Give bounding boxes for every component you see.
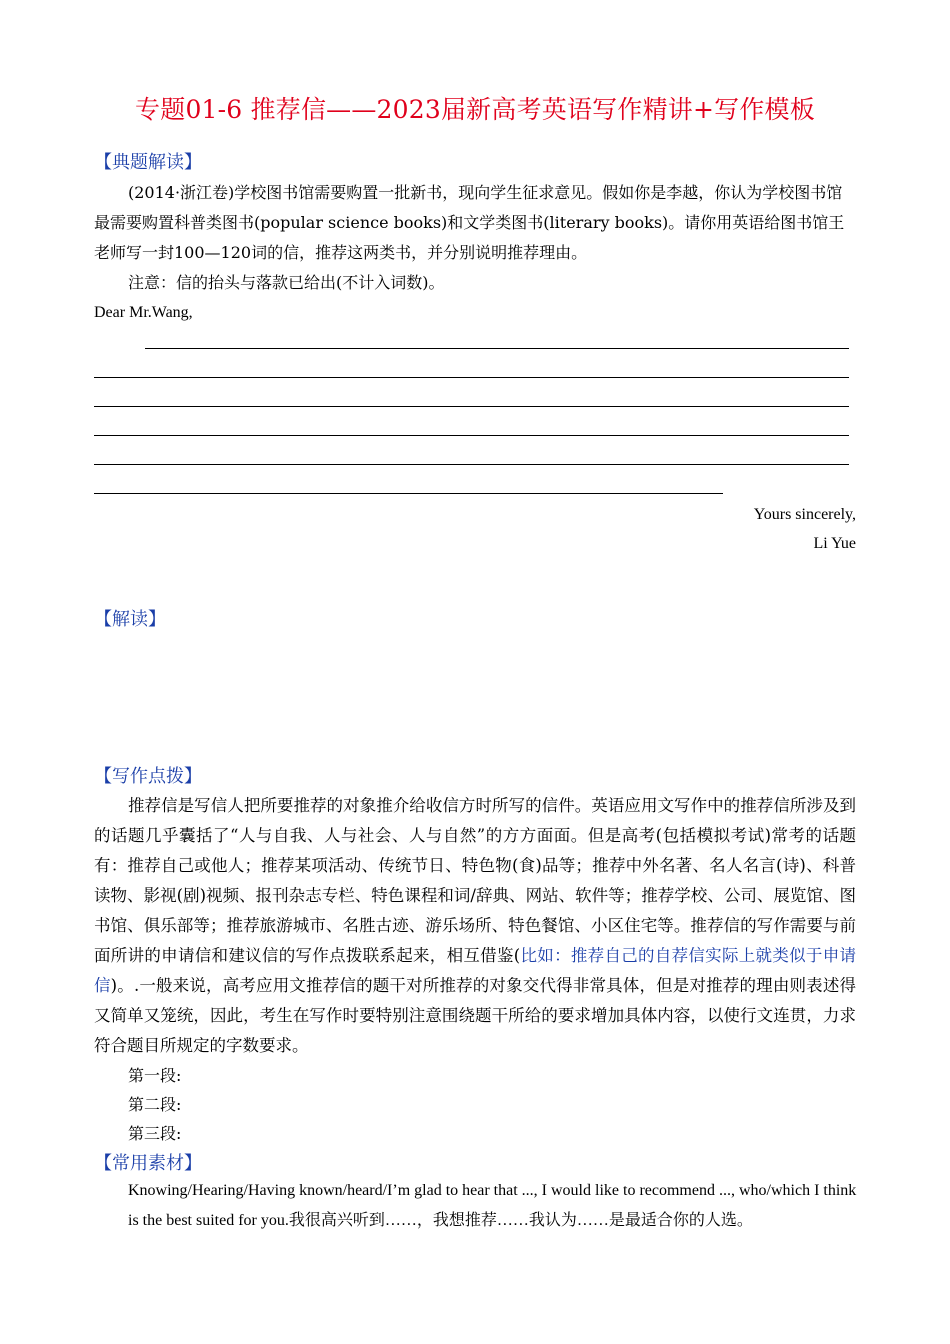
writing-tips-text-rest: )。.一般来说，高考应用文推荐信的题干对所推荐的对象交代得非常具体，但是对推荐的理由则表述得又简单又笼统，因此，考生在写作时要特别注意围绕题干所给的要求增加具体内容，以使行文连贯，力求符合题目所规定的字数要求。: [94, 976, 856, 1055]
question-prompt: (2014·浙江卷)学校图书馆需要购置一批新书，现向学生征求意见。假如你是李越，你认为学校图书馆最需要购置科普类图书(popular science books)和文学类图书(literary books)。请你用英语给图书馆王老师写一封100—120词的信，推荐这两类书，并分别说明推荐理由。: [94, 183, 845, 262]
writing-line: [145, 348, 849, 349]
letter-closing: Yours sincerely,: [753, 506, 856, 523]
writing-tips-body: [94, 791, 856, 1061]
writing-tips-text: 推荐信是写信人把所要推荐的对象推介给收信方时所写的信件。英语应用文写作中的推荐信所涉及到的话题几乎囊括了“人与自我、人与社会、人与自然”的方方面面。但是高考(包括模拟考试)常考的话题有：推荐自己或他人；推荐某项活动、传统节日、特色物(食)品等；推荐中外名著、名人名言(诗)、科普读物、影视(剧)视频、报刊杂志专栏、特色课程和词/辞典、网站、软件等；推荐学校、公司、展览馆、图书馆、俱乐部等；推荐旅游城市、名胜古迹、游乐场所、特色餐馆、小区住宅等。推荐信的写作需要与前面所讲的申请信和建议信的写作点拨联系起来，相互借鉴(: [94, 796, 856, 965]
material-sentence: Knowing/Hearing/Having known/heard/I’m glad to hear that ..., I would like to recommend ..., who/which I think is the best suited for you.我很高兴听到……，我想推荐……我认为……是最适合你的人选。: [128, 1182, 857, 1229]
section-heading-writing-tips: 【写作点拨】: [94, 766, 202, 787]
writing-line: [94, 377, 849, 378]
letter-signature: Li Yue: [813, 535, 856, 552]
paragraph-one-label: 第一段:: [128, 1066, 182, 1085]
paragraph-two-label: 第二段:: [128, 1095, 182, 1114]
writing-tips-highlight: 比如：推荐自己的自荐信实际上就类似于申请信: [94, 946, 857, 995]
section-heading-materials: 【常用素材】: [94, 1153, 202, 1174]
page-title: 专题01-6 推荐信——2023届新高考英语写作精讲+写作模板: [135, 95, 815, 124]
writing-line: [94, 435, 849, 436]
writing-line: [94, 406, 849, 407]
question-note: 注意：信的抬头与落款已给出(不计入词数)。: [128, 273, 445, 292]
paragraph-three-label: 第三段:: [128, 1124, 182, 1143]
writing-line: [94, 493, 723, 494]
letter-salutation: Dear Mr.Wang,: [94, 304, 193, 321]
section-heading-analysis: 【解读】: [94, 609, 166, 630]
writing-line: [94, 464, 849, 465]
section-heading-typical-question: 【典题解读】: [94, 152, 202, 173]
